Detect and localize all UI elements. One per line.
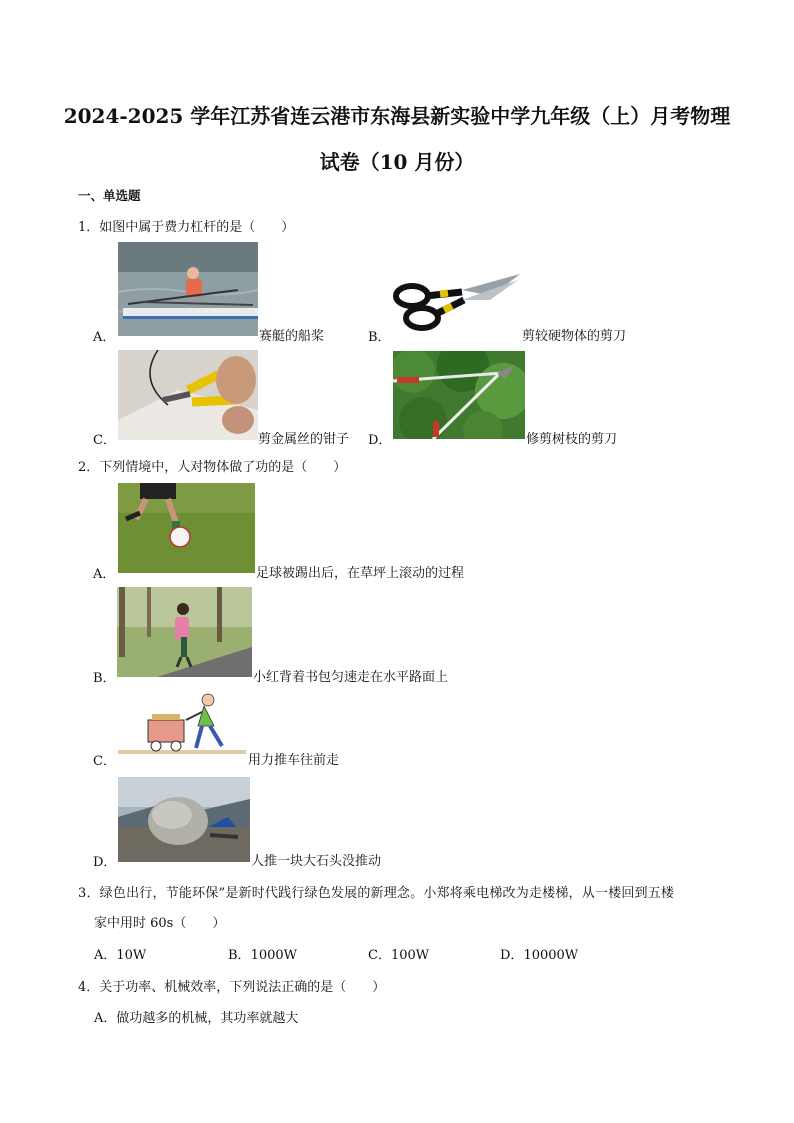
q3-option-d-letter: D． bbox=[500, 948, 524, 963]
q1-option-b-letter: B． bbox=[368, 330, 391, 345]
metal-shears-image bbox=[392, 270, 524, 334]
q1-option-d-letter: D． bbox=[368, 433, 392, 448]
question-3-text-line2: 家中用时 60s（ ） bbox=[94, 916, 226, 931]
q2-option-c-letter: C． bbox=[93, 754, 116, 769]
question-1-text: 1．如图中属于费力杠杆的是（ ） bbox=[78, 220, 295, 235]
page-title-line2: 试卷（10 月份） bbox=[319, 150, 475, 174]
page-title: 2024-2025 学年江苏省连云港市东海县新实验中学九年级（上）月考物理 bbox=[63, 104, 731, 128]
q3-option-a bbox=[94, 944, 146, 963]
question-4-text: 4．关于功率、机械效率，下列说法正确的是（ ） bbox=[78, 980, 386, 995]
question-2-text: 2．下列情境中，人对物体做了功的是（ ） bbox=[78, 460, 347, 475]
q3-option-c-letter: C． bbox=[368, 948, 391, 963]
q3-option-b-value: 1000W bbox=[250, 948, 298, 963]
q1-option-a-caption: 赛艇的船桨 bbox=[259, 329, 325, 344]
girl-backpack-image bbox=[117, 587, 252, 677]
pruning-shears-image bbox=[393, 351, 525, 439]
rowing-boat-image bbox=[118, 242, 258, 336]
soccer-kick-image bbox=[118, 483, 255, 573]
q3-option-c bbox=[368, 944, 429, 963]
q3-option-c-value: 100W bbox=[390, 948, 430, 963]
question-3-text-line1: 3．绿色出行，节能环保”是新时代践行绿色发展的新理念。小郑将乘电梯改为走楼梯，从一楼回到五楼 bbox=[78, 886, 675, 901]
q3-option-d-value: 10000W bbox=[523, 948, 579, 963]
q3-option-a-letter: A． bbox=[94, 948, 117, 963]
q1-option-b-caption: 剪较硬物体的剪刀 bbox=[522, 329, 627, 344]
q2-option-b-caption: 小红背着书包匀速走在水平路面上 bbox=[253, 670, 449, 685]
q2-option-a-caption: 足球被踢出后，在草坪上滚动的过程 bbox=[256, 566, 465, 581]
q3-option-b bbox=[228, 944, 297, 963]
q2-option-c-caption: 用力推车往前走 bbox=[248, 753, 340, 768]
q1-option-c-caption: 剪金属丝的钳子 bbox=[258, 432, 350, 447]
q2-option-d-caption: 人推一块大石头没推动 bbox=[251, 854, 382, 869]
q2-option-b-letter: B． bbox=[93, 671, 116, 686]
q3-option-a-value: 10W bbox=[116, 948, 147, 963]
q3-option-d bbox=[500, 944, 578, 963]
section-heading: 一、单选题 bbox=[78, 188, 141, 203]
q2-option-a-letter: A． bbox=[93, 567, 116, 582]
q1-option-d-caption: 修剪树枝的剪刀 bbox=[526, 432, 618, 447]
q4-option-a-letter: A． bbox=[94, 1011, 117, 1026]
push-cart-image bbox=[118, 690, 246, 760]
q3-option-b-letter: B． bbox=[228, 948, 251, 963]
q2-option-d-letter: D． bbox=[93, 855, 117, 870]
q4-option-a bbox=[94, 1007, 298, 1026]
q1-option-a-letter: A． bbox=[93, 330, 116, 345]
wire-pliers-image bbox=[118, 350, 258, 440]
q1-option-c-letter: C． bbox=[93, 433, 116, 448]
q4-option-a-text: 做功越多的机械，其功率就越大 bbox=[116, 1011, 299, 1026]
push-rock-image bbox=[118, 777, 250, 862]
